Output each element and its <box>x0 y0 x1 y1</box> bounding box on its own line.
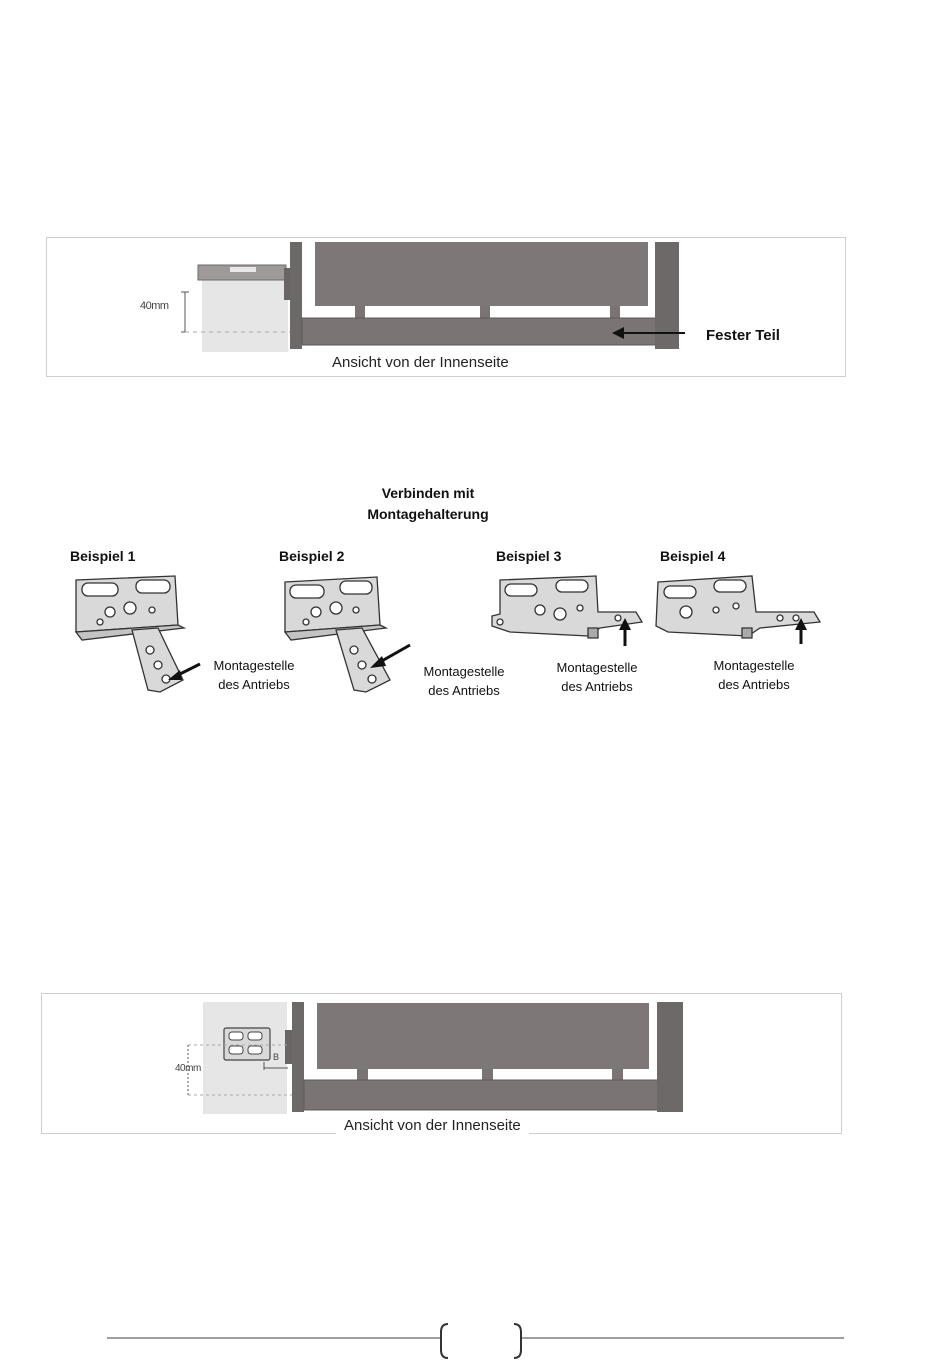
example-3-label: Beispiel 3 <box>496 548 562 564</box>
section-title-line1: Verbinden mit <box>381 485 475 501</box>
dimension-label: 40mm <box>175 1063 201 1074</box>
mount-label-3-line1: Montagestelle <box>556 660 638 675</box>
dimension-label: 40mm <box>140 300 169 312</box>
mount-label-1-line2: des Antriebs <box>218 677 290 692</box>
mount-label-4-line2: des Antriebs <box>718 677 790 692</box>
mount-label-4-line1: Montagestelle <box>713 658 795 673</box>
diagram-caption: Ansicht von der Innenseite <box>324 354 517 371</box>
offset-label: B <box>273 1052 280 1062</box>
example-1-label: Beispiel 1 <box>70 548 136 564</box>
diagram-caption: Ansicht von der Innenseite <box>336 1117 529 1134</box>
example-2-label: Beispiel 2 <box>279 548 345 564</box>
section-title-line2: Montagehalterung <box>367 506 489 522</box>
mount-label-1-line1: Montagestelle <box>213 658 295 673</box>
mount-label-2-line2: des Antriebs <box>428 683 500 698</box>
mount-label-3-line2: des Antriebs <box>561 679 633 694</box>
mount-label-2-line1: Montagestelle <box>423 664 505 679</box>
fixed-part-label: Fester Teil <box>706 327 780 344</box>
example-4-label: Beispiel 4 <box>660 548 726 564</box>
